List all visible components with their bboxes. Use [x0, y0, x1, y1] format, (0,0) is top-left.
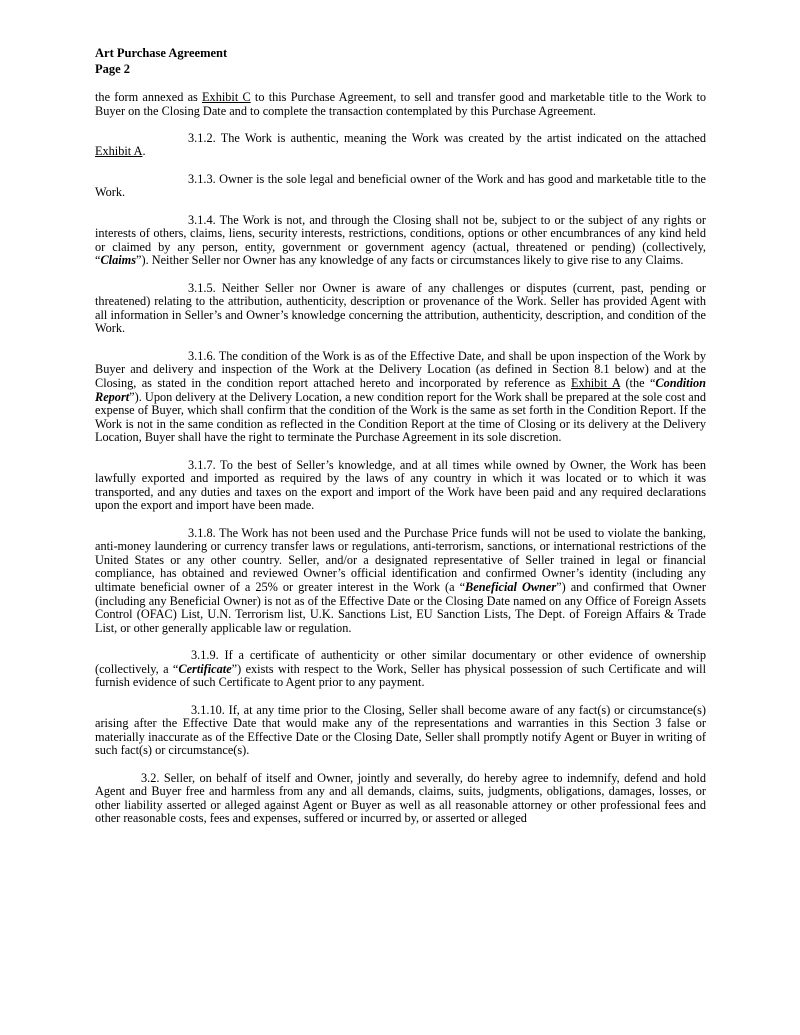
document-title: Art Purchase Agreement — [95, 46, 228, 60]
clause-3-1-5: 3.1.5. Neither Seller nor Owner is aware of any challenges or disputes (current, past, pending or threatened) relating to the attribution, authenticity, description or provenance of the Work. Seller has provided Agent with all information in Seller’s and Owner’s knowledge concerning the attribution, authenticity, description, and condition of the Work. — [95, 280, 706, 336]
defined-term-claims: Claims — [100, 253, 137, 268]
clause-3-1-6: 3.1.6. The condition of the Work is as of the Effective Date, and shall be upon inspection of the Work by Buyer and delivery and inspection of the Work at the Delivery Location (as defined in Section 8.1 below) and at the Closing, as stated in the condition report attached hereto and incorporated by reference as Exhibit A (the “Condition Report”). Upon delivery at the Delivery Location, a new condition report for the Work shall be prepared at the sole cost and expense of Buyer, which shall confirm that the condition of the Work is the same as set forth in the Condition Report. If the Work is not in the same condition as reflected in the Condition Report at the time of Closing or its delivery at the Delivery Location, Buyer shall have the right to terminate the Purchase Agreement in its sole discretion. — [95, 348, 706, 445]
defined-term-condition-report: Condition Report — [95, 375, 706, 404]
clause-3-1-9: 3.1.9. If a certificate of authenticity or other similar documentary or other evidence of ownership (collectively, a “Certificate”) exists with respect to the Work, Seller has physical possession of such Certificate and will furnish evidence of such Certificate to Agent prior to any payment. — [95, 648, 706, 690]
clause-3-1-4: 3.1.4. The Work is not, and through the Closing shall not be, subject to or the subject of any rights or interests of others, claims, liens, security interests, restrictions, conditions, options or other encumbrances of any kind held or claimed by any person, entity, government or government agency (actual, threatened or pending) (collectively, “Claims”). Neither Seller nor Owner has any knowledge of any facts or circumstances likely to give rise to any Claims. — [95, 212, 706, 268]
defined-term-certificate: Certificate — [178, 661, 232, 676]
clause-3-1-3: 3.1.3. Owner is the sole legal and beneficial owner of the Work and has good and marketable title to the Work. — [95, 171, 706, 200]
exhibit-a-reference: Exhibit A — [570, 375, 621, 390]
document-page — [95, 46, 706, 840]
defined-term-beneficial-owner: Beneficial Owner — [465, 580, 557, 595]
clause-3-1-7: 3.1.7. To the best of Seller’s knowledge, and at all times while owned by Owner, the Work has been lawfully exported and imported as required by the laws of any country in which it was located or to which it was transported, and any duties and taxes on the export and import of the Work have been paid and any required declarations upon the export and import have been made. — [95, 457, 706, 513]
exhibit-c-reference: Exhibit C — [202, 90, 251, 104]
clause-3-2: 3.2. Seller, on behalf of itself and Owner, jointly and severally, do hereby agree to indemnify, defend and hold Agent and Buyer free and harmless from any and all demands, claims, suits, judgments, obligations, damages, losses, or other liability asserted or alleged against Agent or Buyer as well as all reasonable attorney or other professional fees and other reasonable costs, fees and expenses, suffered or incurred by, or asserted or alleged — [95, 770, 706, 826]
clause-3-1-10: 3.1.10. If, at any time prior to the Closing, Seller shall become aware of any fact(s) or circumstance(s) arising after the Effective Date that would make any of the representations and warranties in this Section 3 false or materially inaccurate as of the Effective Date or the Closing Date, Seller shall promptly notify Agent or Buyer in writing of such fact(s) or circumstance(s). — [95, 702, 706, 758]
page-header — [95, 46, 706, 77]
paragraph-continuation: the form annexed as Exhibit C to this Purchase Agreement, to sell and transfer good and marketable title to the Work to Buyer on the Closing Date and to complete the transaction contemplated by this Purchase Agreement. — [95, 90, 707, 118]
exhibit-a-reference: Exhibit A — [95, 144, 143, 159]
clause-3-1-2: 3.1.2. The Work is authentic, meaning the Work was created by the artist indicated on the attached Exhibit A. — [95, 130, 706, 159]
page-number: Page 2 — [95, 61, 131, 76]
clause-3-1-8: 3.1.8. The Work has not been used and the Purchase Price funds will not be used to violate the banking, anti-money laundering or currency transfer laws or regulations, anti-terrorism, sanctions, or international restrictions of the United States or any other country. Seller, and/or a designated representative of Seller trained in legal or financial compliance, has obtained and reviewed Owner’s official identification and confirmed Owner’s identity (including any ultimate beneficial owner of a 25% or greater interest in the Work (a “Beneficial Owner”) and confirmed that Owner (including any Beneficial Owner) is not as of the Effective Date or the Closing Date named on any Office of Foreign Assets Control (OFAC) List, U.N. Terrorism list, U.K. Sanctions List, EU Sanction Lists, The Dept. of Foreign Affairs & Trade List, or other generally applicable law or regulation. — [95, 525, 706, 635]
